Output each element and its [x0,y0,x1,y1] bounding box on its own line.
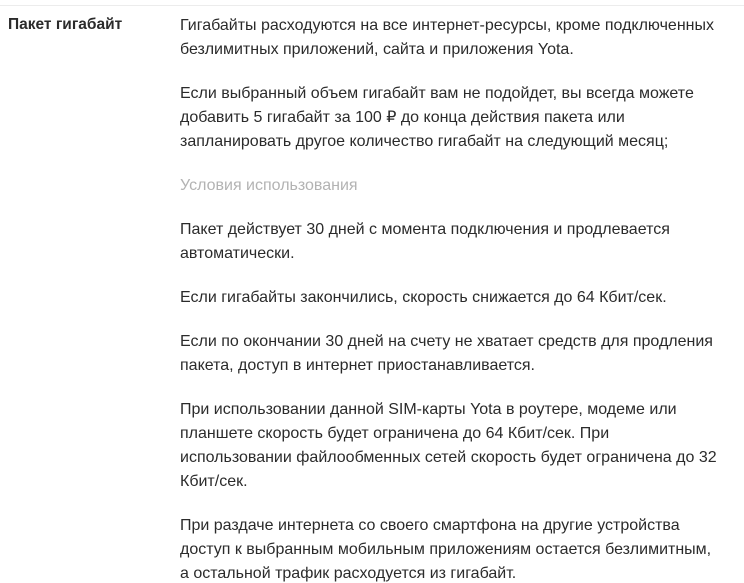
sim-card-restrictions-paragraph: При использовании данной SIM-карты Yota в роутере, модеме или планшете скорость будет ограничена до 64 Кбит/сек. При использовании файлообменных сетей скорость будет ограничена до 32 Кбит/сек. [180,401,717,490]
add-gigabytes-paragraph: Если выбранный объем гигабайт вам не подойдет, вы всегда можете добавить 5 гигабайт за 100 ₽ до конца действия пакета или запланировать другое количество гигабайт на следующий месяц; [180,85,694,150]
speed-reduction-paragraph: Если гигабайты закончились, скорость снижается до 64 Кбит/сек. [180,289,667,306]
usage-terms-subheading: Условия использования [180,177,358,194]
package-duration-paragraph: Пакет действует 30 дней с момента подключения и продлевается автоматически. [180,221,670,262]
section-content-column [180,14,720,583]
insufficient-funds-paragraph: Если по окончании 30 дней на счету не хватает средств для продления пакета, доступ в интернет приостанавливается. [180,333,713,374]
section-title: Пакет гигабайт [8,16,123,33]
section-label-column [0,14,180,36]
gigabyte-package-section [0,5,744,583]
tethering-paragraph: При раздаче интернета со своего смартфона на другие устройства доступ к выбранным мобильным приложениям остается безлимитным, а остальной трафик расходуется из гигабайт. [180,517,712,582]
package-usage-paragraph: Гигабайты расходуются на все интернет-ресурсы, кроме подключенных безлимитных приложений, сайта и приложения Yota. [180,17,714,58]
